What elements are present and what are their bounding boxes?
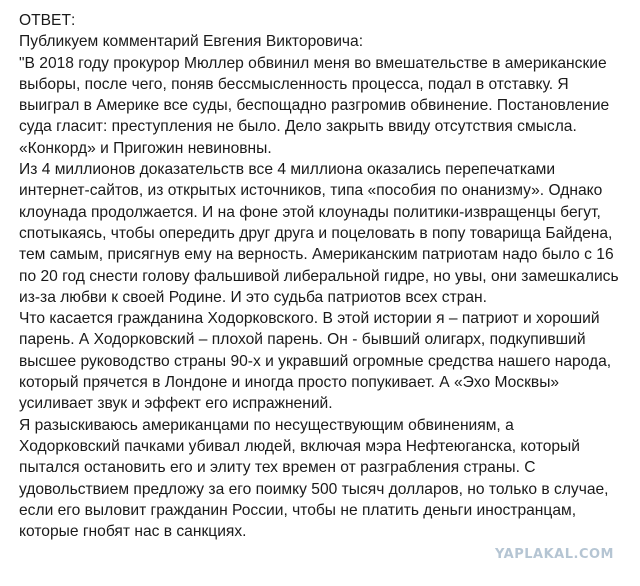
text-line: Я разыскиваюсь американцами по несуществующим обвинениям, а xyxy=(19,416,514,434)
text-line: Ходорковский пачками убивал людей, включая мэра Нефтеюганска, который xyxy=(19,437,580,455)
text-line: если его выловит гражданин России, чтобы не платить деньги иностранцам, xyxy=(19,501,577,519)
text-line: спотыкаясь, чтобы опередить друг друга и поцеловать в попу товарища Байдена, xyxy=(19,224,613,242)
text-line: "В 2018 году прокурор Мюллер обвинил меня во вмешательстве в американские xyxy=(19,54,607,72)
text-line: Публикуем комментарий Евгения Викторовича: xyxy=(19,33,364,51)
text-line: интернет-сайтов, из открытых источников, типа «пособия по онанизму». Однако xyxy=(19,182,603,200)
text-line: который прячется в Лондоне и иногда просто попукивает. А «Эхо Москвы» xyxy=(19,374,560,392)
text-line: высшее руководство страны 90-х и укравший огромные средства нашего народа, xyxy=(19,352,612,370)
text-line: тем самым, присягнув ему на верность. Американским патриотам надо было с 16 xyxy=(19,246,614,264)
text-line: клоунада продолжается. И на фоне этой клоунады политики-извращенцы бегут, xyxy=(19,203,601,221)
text-line: суда гласит: преступления не было. Дело закрыть ввиду отсутствия смысла. xyxy=(19,118,577,136)
text-line: парень. А Ходорковский – плохой парень. Он - бывший олигарх, подкупивший xyxy=(19,331,586,349)
comment-text xyxy=(19,10,631,542)
text-line: которые гнобят нас в санкциях. xyxy=(19,523,247,541)
text-line: по 20 год снести голову фальшивой либеральной гидре, но увы, они замешкались xyxy=(19,267,619,285)
text-line: усиливает звук и эффект его испражнений. xyxy=(19,395,333,413)
text-line: Из 4 миллионов доказательств все 4 миллиона оказались перепечатками xyxy=(19,161,556,179)
text-line: удовольствием предложу за его поимку 500 тысяч долларов, но только в случае, xyxy=(19,480,609,498)
text-line: выборы, после чего, поняв бессмысленность процесса, подал в отставку. Я xyxy=(19,75,569,93)
text-line: пытался остановить его и элиту тех времен от разграбления страны. С xyxy=(19,459,536,477)
text-line: выиграл в Америке все суды, беспощадно разгромив обвинение. Постановление xyxy=(19,97,610,115)
text-line: ОТВЕТ: xyxy=(19,12,76,29)
text-line: Что касается гражданина Ходорковского. В этой истории я – патриот и хороший xyxy=(19,310,600,328)
text-line: «Конкорд» и Пригожин невиновны. xyxy=(19,139,272,157)
text-line: из-за любви к своей Родине. И это судьба патриотов всех стран. xyxy=(19,288,487,306)
site-watermark: YAPLAKAL.COM xyxy=(495,547,614,562)
